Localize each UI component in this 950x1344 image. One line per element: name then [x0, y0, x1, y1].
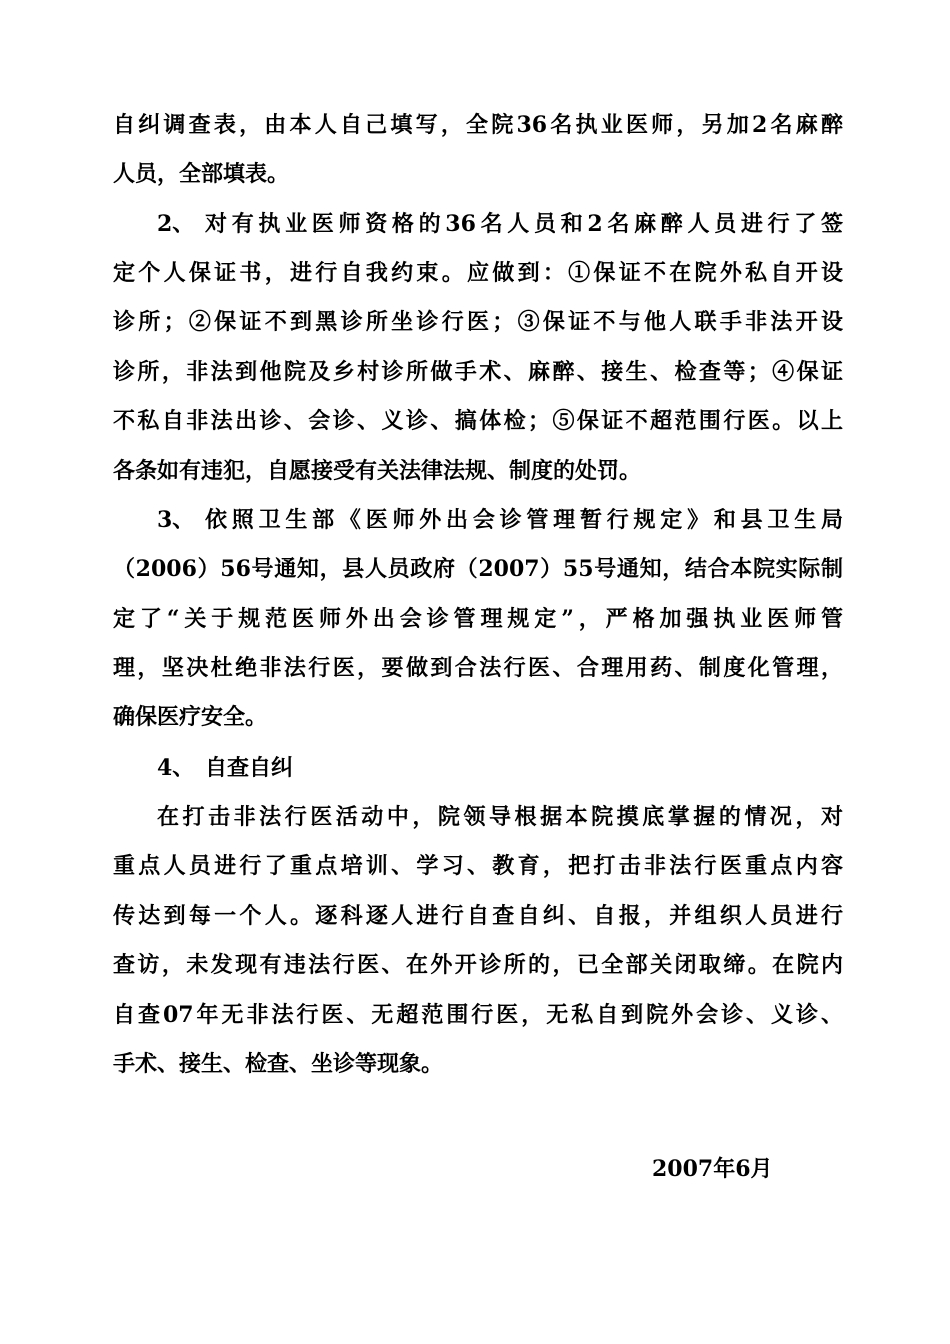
item-text: 对有执业医师资格的36名人员和2名麻醉人员进行了签: [205, 211, 843, 237]
text-line: 传达到每一个人。逐科逐人进行自查自纠、自报，并组织人员进行: [113, 903, 843, 929]
text-line: 理，坚决杜绝非法行医，要做到合法行医、合理用药、制度化管理，: [113, 655, 843, 681]
text-line: 重点人员进行了重点培训、学习、教育，把打击非法行医重点内容: [113, 853, 843, 879]
text-line: 不私自非法出诊、会诊、义诊、搞体检；⑤保证不超范围行医。以上: [113, 408, 843, 434]
text-line: 自纠调查表，由本人自己填写，全院36名执业医师，另加2名麻醉: [113, 112, 843, 138]
text-line: 诊所；②保证不到黑诊所坐诊行医；③保证不与他人联手非法开设: [113, 309, 843, 335]
text-line: 人员，全部填表。: [113, 161, 290, 187]
item-number: 4、: [157, 755, 195, 781]
item-2-first-line: [157, 208, 843, 240]
item-heading: 自查自纠: [205, 755, 294, 781]
text-line: 手术、接生、检查、坐诊等现象。: [113, 1051, 444, 1077]
text-line: （2006）56号通知，县人员政府（2007）55号通知，结合本院实际制: [113, 556, 843, 582]
text-line: 各条如有违犯，自愿接受有关法律法规、制度的处罚。: [113, 458, 642, 484]
item-4-heading-line: [157, 752, 293, 784]
item-number: 3、: [157, 507, 195, 533]
text-line: 查访，未发现有违法行医、在外开诊所的，已全部关闭取缔。在院内: [113, 952, 843, 978]
text-line: 自查07年无非法行医、无超范围行医，无私自到院外会诊、义诊、: [113, 1002, 843, 1028]
item-number: 2、: [157, 211, 195, 237]
item-3-first-line: [157, 504, 843, 536]
text-line: 确保医疗安全。: [113, 704, 268, 730]
text-line: 在打击非法行医活动中，院领导根据本院摸底掌握的情况，对: [157, 804, 843, 830]
text-line: 诊所，非法到他院及乡村诊所做手术、麻醉、接生、检查等；④保证: [113, 359, 843, 385]
text-line: 定了“关于规范医师外出会诊管理规定”，严格加强执业医师管: [113, 606, 843, 632]
text-line: 定个人保证书，进行自我约束。应做到：①保证不在院外私自开设: [113, 260, 843, 286]
document-date: 2007年6月: [652, 1156, 773, 1182]
item-text: 依照卫生部《医师外出会诊管理暂行规定》和县卫生局: [205, 507, 843, 533]
